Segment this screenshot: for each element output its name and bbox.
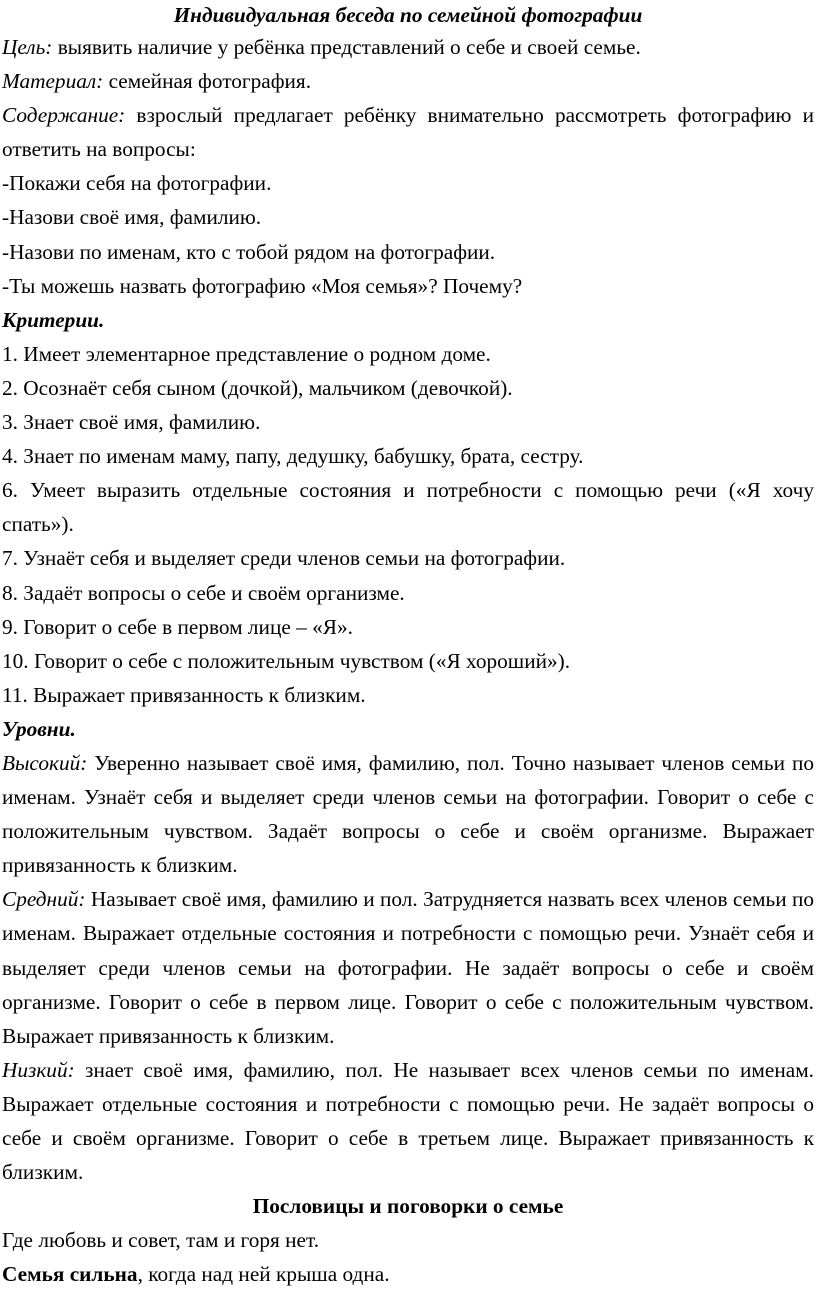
criteria-item: 8. Задаёт вопросы о себе и своём организме. [2, 580, 405, 605]
level-low-paragraph [2, 1053, 814, 1189]
material-text: семейная фотография. [103, 69, 312, 94]
content-label: Содержание: [2, 103, 126, 128]
criteria-list [2, 337, 814, 712]
questions-list [2, 166, 814, 302]
level-high-text: Уверенно называет своё имя, фамилию, пол. Точно называет членов семьи по именам. Узнаёт себя и выделяет среди членов семьи на фотографии. Говорит о себе с положительным чувством. Задаёт вопросы о себе и своём организме. Выражает привязанность к близким. [2, 750, 814, 878]
proverbs-heading: Пословицы и поговорки о семье [252, 1194, 564, 1219]
content-text: взрослый предлагает ребёнку внимательно рассмотреть фотографию и ответить на вопросы: [2, 103, 814, 162]
proverb-bold: Семья сильна [2, 1262, 138, 1287]
question-item: -Покажи себя на фотографии. [2, 171, 272, 196]
material-paragraph [2, 64, 814, 98]
criteria-item: 7. Узнаёт себя и выделяет среди членов семьи на фотографии. [2, 546, 566, 571]
proverb-text: , когда над ней крыша одна. [137, 1262, 390, 1287]
levels-heading: Уровни. [2, 716, 76, 741]
proverb-item [2, 1257, 814, 1291]
level-high-label: Высокий: [2, 750, 88, 775]
question-item: -Назови по именам, кто с тобой рядом на фотографии. [2, 239, 496, 264]
proverbs-list [2, 1223, 814, 1291]
level-medium-paragraph [2, 882, 814, 1052]
level-low-text: знает своё имя, фамилию, пол. Не называет всех членов семьи по именам. Выражает отдельные состояния и потребности с помощью речи. Не задаёт вопросы о себе и своём организме. Говорит о себе в третьем лице. Выражает привязанность к близким. [2, 1057, 814, 1185]
criteria-item: 4. Знает по именам маму, папу, дедушку, бабушку, брата, сестру. [2, 444, 584, 469]
criteria-item: 9. Говорит о себе в первом лице – «Я». [2, 614, 353, 639]
question-item: -Ты можешь назвать фотографию «Моя семья»? Почему? [2, 273, 523, 298]
content-paragraph [2, 98, 814, 166]
criteria-item: 11. Выражает привязанность к близким. [2, 682, 366, 707]
question-item: -Назови своё имя, фамилию. [2, 205, 262, 230]
criteria-item: 6. Умеет выразить отдельные состояния и потребности с помощью речи («Я хочу спать»). [2, 478, 814, 537]
document-title: Индивидуальная беседа по семейной фотографии [173, 3, 643, 27]
proverb-item [2, 1223, 814, 1257]
goal-paragraph [2, 30, 814, 64]
criteria-item: 1. Имеет элементарное представление о родном доме. [2, 341, 491, 366]
criteria-item: 2. Осознаёт себя сыном (дочкой), мальчиком (девочкой). [2, 375, 513, 400]
level-high-paragraph [2, 746, 814, 882]
material-label: Материал: [2, 69, 104, 94]
criteria-item: 10. Говорит о себе с положительным чувством («Я хороший»). [2, 648, 571, 673]
level-medium-label: Средний: [2, 887, 86, 912]
criteria-heading: Критерии. [2, 307, 105, 332]
goal-text: выявить наличие у ребёнка представлений о себе и своей семье. [52, 35, 641, 59]
criteria-item: 3. Знает своё имя, фамилию. [2, 410, 261, 435]
proverb-text: Где любовь и совет, там и горя нет. [2, 1228, 320, 1253]
level-medium-text: Называет своё имя, фамилию и пол. Затрудняется назвать всех членов семьи по именам. Выражает отдельные состояния и потребности с помощью речи. Узнаёт себя и выделяет среди членов семьи на фотографии. Не задаёт вопросы о себе и своём организме. Говорит о себе в первом лице. Говорит о себе с положительным чувством. Выражает привязанность к близким. [2, 887, 814, 1048]
level-low-label: Низкий: [2, 1057, 75, 1082]
goal-label: Цель: [2, 35, 53, 59]
